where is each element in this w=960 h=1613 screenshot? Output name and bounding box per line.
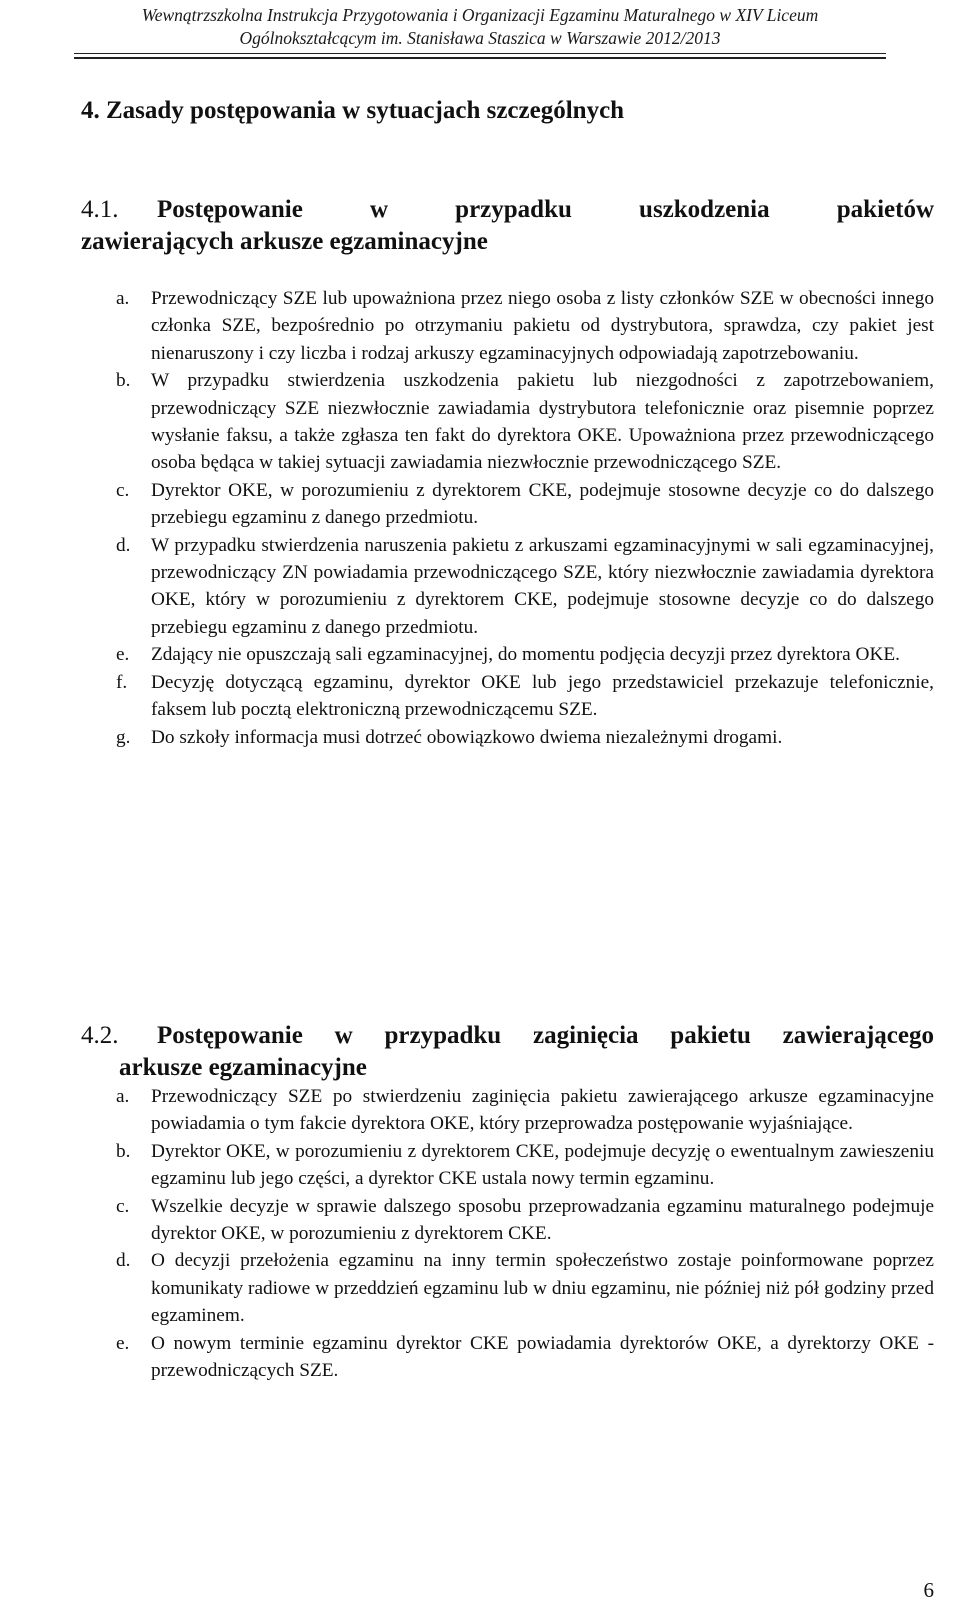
list-marker: f. bbox=[116, 671, 128, 693]
list-marker: b. bbox=[116, 370, 131, 392]
list-marker: g. bbox=[116, 726, 131, 748]
list-item bbox=[116, 285, 934, 367]
list-item-text: Przewodniczący SZE po stwierdzeniu zaginięcia pakietu zawierającego arkusze egzaminacyjne powiadamia o tym fakcie dyrektora OKE, który przeprowadza postępowanie wyjaśniające. bbox=[151, 1086, 934, 1135]
header-rule-thin bbox=[74, 53, 886, 54]
list-marker: b. bbox=[116, 1140, 131, 1162]
section-4-1-title-line-1: Postępowanie w przypadku uszkodzenia pakietów bbox=[157, 196, 934, 223]
list-marker: e. bbox=[116, 644, 130, 666]
list-marker: a. bbox=[116, 1086, 130, 1107]
section-4-2-title-line-2: arkusze egzaminacyjne bbox=[119, 1054, 367, 1081]
section-4-2-heading-line-1 bbox=[81, 1020, 934, 1052]
section-4-1-number: 4.1. bbox=[81, 196, 119, 223]
list-marker: e. bbox=[116, 1332, 130, 1354]
list-item bbox=[116, 1083, 934, 1138]
section-4-1-title-line-2: zawierających arkusze egzaminacyjne bbox=[81, 228, 488, 255]
list-marker: a. bbox=[116, 288, 130, 309]
section-4-1-heading-line-1 bbox=[81, 194, 934, 226]
list-marker: c. bbox=[116, 479, 130, 501]
section-4-2-title-line-1: Postępowanie w przypadku zaginięcia pakietu zawierającego bbox=[157, 1022, 934, 1049]
page-number: 6 bbox=[923, 1578, 934, 1602]
list-item bbox=[116, 1193, 934, 1248]
list-item-text: W przypadku stwierdzenia naruszenia pakietu z arkuszami egzaminacyjnymi w sali egzaminacyjnej, przewodniczący ZN powiadamia przewodniczącego SZE, który niezwłocznie zawiadamia dyrektora OKE, który w porozumieniu z dyrektorem CKE, podejmuje stosowne decyzje co do dalszego przebiegu egzaminu z danego przedmiotu. bbox=[151, 534, 934, 638]
list-item bbox=[116, 641, 934, 668]
list-item-text: Decyzję dotyczącą egzaminu, dyrektor OKE lub jego przedstawiciel przekazuje telefonicznie, faksem lub pocztą elektroniczną przewodniczącemu SZE. bbox=[151, 671, 934, 721]
list-marker: d. bbox=[116, 1250, 131, 1272]
list-item bbox=[116, 1138, 934, 1193]
section-4-2-number: 4.2. bbox=[81, 1022, 119, 1049]
list-item bbox=[116, 669, 934, 724]
chapter-title: 4. Zasady postępowania w sytuacjach szczególnych bbox=[81, 97, 625, 124]
list-item bbox=[116, 477, 934, 532]
list-item-text: Dyrektor OKE, w porozumieniu z dyrektorem CKE, podejmuje stosowne decyzje co do dalszego przebiegu egzaminu z danego przedmiotu. bbox=[151, 479, 934, 529]
list-item-text: O nowym terminie egzaminu dyrektor CKE powiadamia dyrektorów OKE, a dyrektorzy OKE - przewodniczących SZE. bbox=[151, 1332, 934, 1382]
list-item bbox=[116, 367, 934, 477]
list-item bbox=[116, 724, 934, 751]
list-item bbox=[116, 1247, 934, 1329]
list-item-text: Dyrektor OKE, w porozumieniu z dyrektorem CKE, podejmuje decyzję o ewentualnym zawieszeniu egzaminu lub jego części, a dyrektor CKE ustala nowy termin egzaminu. bbox=[151, 1140, 934, 1190]
running-header bbox=[0, 4, 960, 50]
list-item-text: W przypadku stwierdzenia uszkodzenia pakietu lub niezgodności z zapotrzebowaniem, przewodniczący SZE niezwłocznie zawiadamia dystrybutora telefonicznie oraz pisemnie poprzez wysłanie faksu, a także zgłasza ten fakt do dyrektora OKE. Upoważniona przez przewodniczącego osoba będąca w takiej sytuacji zawiadamia niezwłocznie przewodniczącego SZE. bbox=[151, 370, 934, 474]
section-4-2-list bbox=[116, 1083, 934, 1384]
list-item-text: Wszelkie decyzje w sprawie dalszego sposobu przeprowadzania egzaminu maturalnego podejmuje dyrektor OKE, w porozumieniu z dyrektorem CKE. bbox=[151, 1195, 934, 1245]
list-item bbox=[116, 1330, 934, 1385]
list-item-text: O decyzji przełożenia egzaminu na inny termin społeczeństwo zostaje poinformowane poprzez komunikaty radiowe w przeddzień egzaminu lub w dniu egzaminu, nie później niż pół godziny przed egzaminem. bbox=[151, 1250, 934, 1327]
header-line-2: Ogólnokształcącym im. Stanisława Staszica w Warszawie 2012/2013 bbox=[239, 28, 721, 48]
section-4-1-list bbox=[116, 285, 934, 751]
list-item bbox=[116, 532, 934, 642]
section-4-2-heading bbox=[81, 1020, 934, 1084]
header-line-1: Wewnątrzszkolna Instrukcja Przygotowania i Organizacji Egzaminu Maturalnego w XIV Liceum bbox=[141, 5, 819, 25]
header-rule-thick bbox=[74, 57, 886, 59]
list-item-text: Do szkoły informacja musi dotrzeć obowiązkowo dwiema niezależnymi drogami. bbox=[151, 726, 783, 748]
section-4-1-heading bbox=[81, 194, 934, 258]
list-item-text: Przewodniczący SZE lub upoważniona przez niego osoba z listy członków SZE w obecności innego członka SZE, bezpośrednio po otrzymaniu pakietu od dystrybutora, sprawdza, czy pakiet jest nienaruszony i czy liczba i rodzaj arkuszy egzaminacyjnych odpowiadają zapotrzebowaniu. bbox=[151, 288, 934, 364]
list-item-text: Zdający nie opuszczają sali egzaminacyjnej, do momentu podjęcia decyzji przez dyrektora OKE. bbox=[151, 644, 900, 666]
list-marker: d. bbox=[116, 534, 131, 556]
list-marker: c. bbox=[116, 1195, 130, 1217]
